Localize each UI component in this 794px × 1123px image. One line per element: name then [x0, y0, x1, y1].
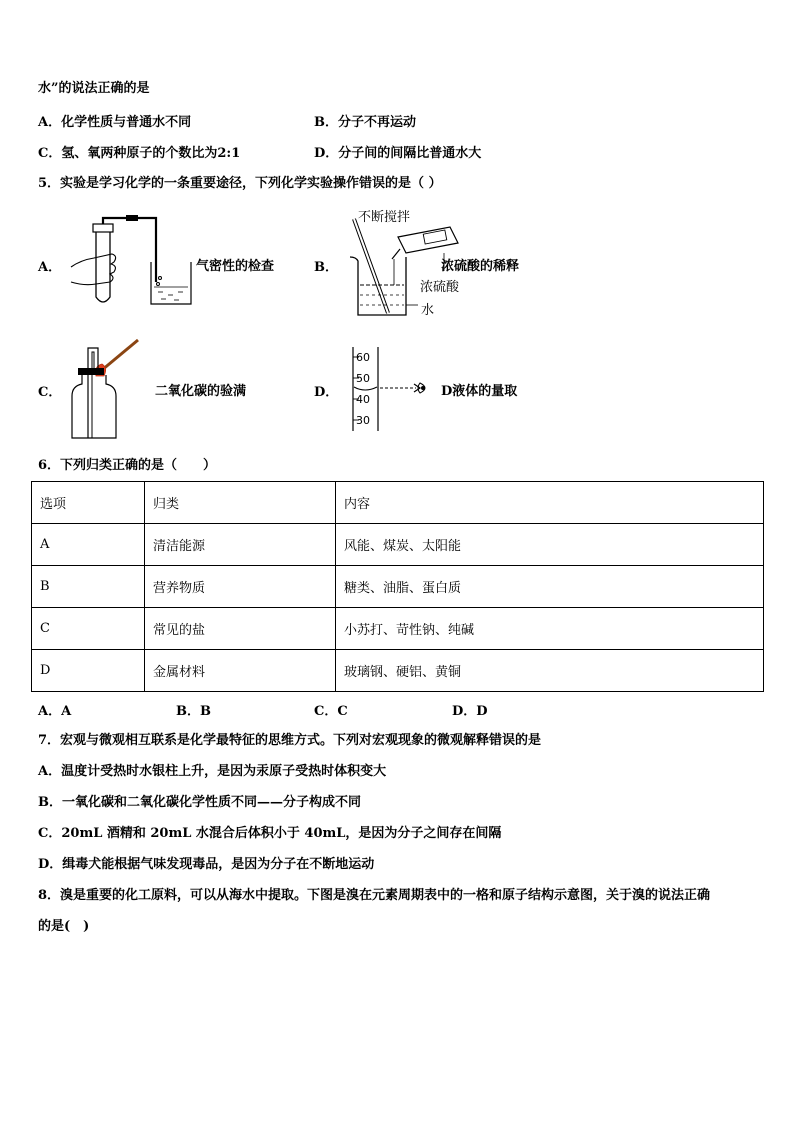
q6-answer-c: C．C	[314, 704, 348, 719]
cell-option: A	[32, 524, 145, 566]
q8-stem-line2: 的是( )	[38, 919, 90, 934]
q7-stem: 7．宏观与微观相互联系是化学最特征的思维方式。下列对宏观现象的微观解释错误的是	[38, 733, 542, 748]
q7-option-b: B．一氧化碳和二氧化碳化学性质不同——分子构成不同	[38, 795, 361, 810]
q4-stem-tail: 水”的说法正确的是	[38, 81, 150, 96]
q5-stem: 5．实验是学习化学的一条重要途径，下列化学实验操作错误的是（ ）	[38, 176, 442, 191]
cylinder-tick-40: 40	[356, 393, 370, 406]
q5-letter-a: A．	[38, 260, 62, 275]
table-row	[32, 566, 764, 608]
cell-category: 清洁能源	[145, 524, 336, 566]
table-row	[32, 608, 764, 650]
q5-b-label-stir: 不断搅拌	[358, 210, 411, 225]
q4-option-b: B．分子不再运动	[314, 115, 416, 130]
q5-caption-b: 浓硫酸的稀释	[441, 259, 520, 274]
cell-content: 糖类、油脂、蛋白质	[336, 566, 764, 608]
cylinder-tick-60: 60	[356, 351, 370, 364]
q8-stem-line1: 8．溴是重要的化工原料，可以从海水中提取。下图是溴在元素周期表中的一格和原子结构示意图，关于溴的说法正确	[38, 888, 711, 903]
header-category: 归类	[145, 482, 336, 524]
q5-b-label-water: 水	[421, 303, 435, 318]
cell-category: 金属材料	[145, 650, 336, 692]
q7-option-a: A．温度计受热时水银柱上升，是因为汞原子受热时体积变大	[38, 764, 387, 779]
q5-b-label-acid: 浓硫酸	[420, 280, 460, 295]
eye-icon	[421, 386, 425, 390]
q7-option-d: D．缉毒犬能根据气味发现毒品，是因为分子在不断地运动	[38, 857, 375, 872]
q6-answer-d: D．D	[452, 704, 488, 719]
q6-answer-a: A．A	[38, 704, 72, 719]
table-row	[32, 524, 764, 566]
q5-caption-a: 气密性的检查	[196, 259, 275, 274]
cell-content: 小苏打、苛性钠、纯碱	[336, 608, 764, 650]
q4-option-a: A．化学性质与普通水不同	[38, 115, 192, 130]
q5-caption-d: D液体的量取	[441, 384, 518, 399]
q6-table	[31, 481, 764, 692]
table-header-row	[32, 482, 764, 524]
cell-option: B	[32, 566, 145, 608]
q5-letter-b: B．	[314, 260, 338, 275]
header-content: 内容	[336, 482, 764, 524]
cell-option: C	[32, 608, 145, 650]
q5-figure-c-co2-check	[66, 338, 146, 443]
cylinder-tick-30: 30	[356, 414, 370, 427]
q5-letter-d: D．	[314, 385, 339, 400]
q7-option-c: C．20mL 酒精和 20mL 水混合后体积小于 40mL，是因为分子之间存在间隔	[38, 826, 502, 841]
cell-category: 营养物质	[145, 566, 336, 608]
q5-caption-c: 二氧化碳的验满	[155, 384, 247, 399]
q5-figure-d-cylinder	[350, 345, 440, 433]
table-row	[32, 650, 764, 692]
q6-stem: 6．下列归类正确的是（ ）	[38, 458, 217, 473]
q4-option-d: D．分子间的间隔比普通水大	[314, 146, 482, 161]
cell-category: 常见的盐	[145, 608, 336, 650]
q5-figure-a-airtightness	[66, 212, 201, 312]
cell-content: 玻璃钢、硬铝、黄铜	[336, 650, 764, 692]
cell-content: 风能、煤炭、太阳能	[336, 524, 764, 566]
q4-option-c: C．氢、氧两种原子的个数比为2:1	[38, 146, 241, 161]
cell-option: D	[32, 650, 145, 692]
header-option: 选项	[32, 482, 145, 524]
q5-letter-c: C．	[38, 385, 62, 400]
q6-answer-b: B．B	[176, 704, 211, 719]
cylinder-tick-50: 50	[356, 372, 370, 385]
